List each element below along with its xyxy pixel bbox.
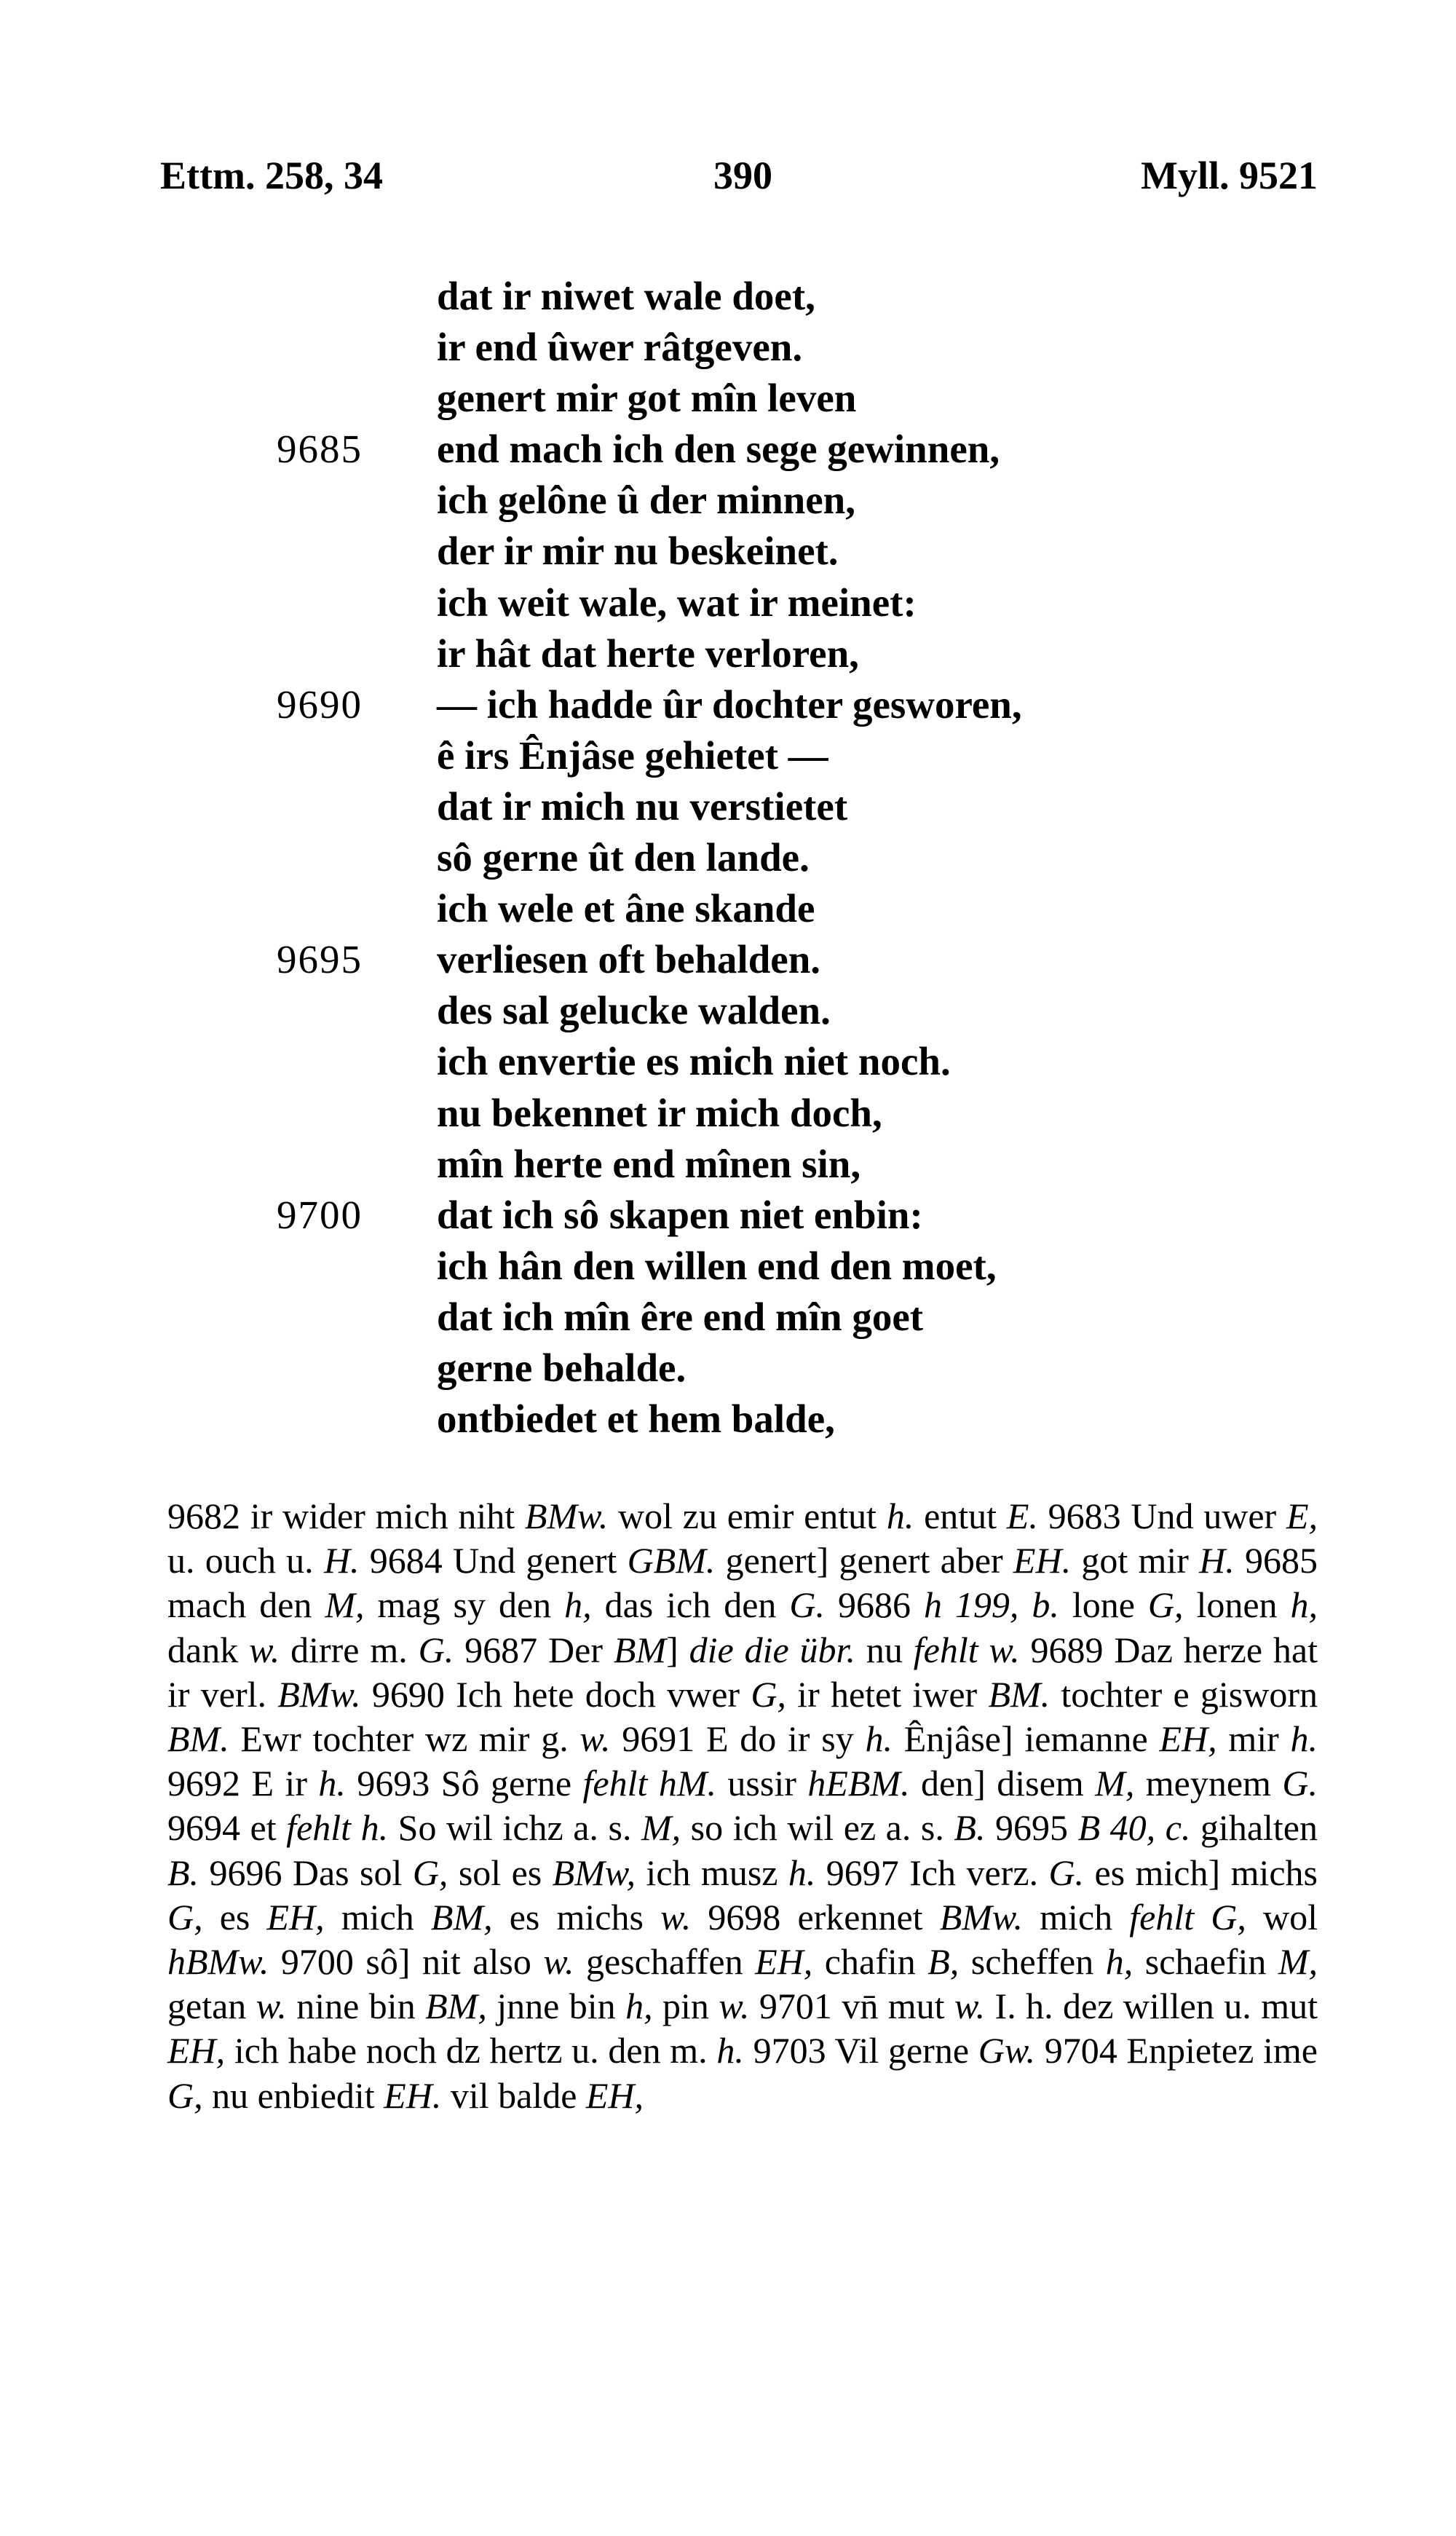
verse-line-text: ich weit wale, wat ir meinet:	[437, 580, 917, 625]
verse-line	[0, 426, 1456, 477]
verse-line-text: dat ich mîn êre end mîn goet	[437, 1294, 924, 1339]
verse-line-text: gerne behalde.	[437, 1345, 687, 1390]
verse-line-text: ir end ûwer râtgeven.	[437, 325, 803, 370]
verse-line-text: ir hât dat herte verloren,	[437, 631, 859, 676]
verse-line-text: ich wele et âne skande	[437, 886, 815, 931]
header-right-reference: Myll. 9521	[1141, 154, 1318, 197]
verse-line	[0, 1345, 1456, 1396]
verse-line	[0, 1192, 1456, 1243]
verse-line-text: verliesen oft behalden.	[437, 937, 821, 982]
verse-line	[0, 580, 1456, 631]
header-left-reference: Ettm. 258, 34	[160, 154, 383, 197]
verse-line	[0, 732, 1456, 783]
verse-line-text: mîn herte end mînen sin,	[437, 1141, 861, 1186]
verse-line-text: nu bekennet ir mich doch,	[437, 1090, 882, 1135]
verse-line	[0, 631, 1456, 682]
verse-line-text: ich hân den willen end den moet,	[437, 1243, 997, 1288]
verse-line-text: ich gelône û der minnen,	[437, 478, 856, 523]
verse-line-text: ontbiedet et hem balde,	[437, 1397, 835, 1442]
line-number: 9695	[277, 937, 363, 982]
verse-line	[0, 528, 1456, 579]
verse-line-text: der ir mir nu beskeinet.	[437, 529, 839, 574]
verse-line	[0, 987, 1456, 1038]
verse-line	[0, 1294, 1456, 1345]
verse-line	[0, 273, 1456, 324]
verse-line-text: dat ir niwet wale doet,	[437, 274, 815, 318]
running-header	[160, 153, 1318, 204]
verse-line-text: des sal gelucke walden.	[437, 988, 831, 1033]
verse-line-text: — ich hadde ûr dochter gesworen,	[437, 682, 1022, 727]
line-number: 9690	[277, 682, 363, 727]
verse-text	[0, 273, 1456, 1447]
line-number: 9700	[277, 1192, 363, 1237]
critical-apparatus	[167, 1494, 1318, 2118]
verse-line	[0, 885, 1456, 936]
verse-line-text: ich envertie es mich niet noch.	[437, 1039, 951, 1084]
verse-line	[0, 1396, 1456, 1447]
verse-line	[0, 1243, 1456, 1294]
verse-line	[0, 324, 1456, 375]
verse-line	[0, 1141, 1456, 1192]
verse-line-text: ê irs Ênjâse gehietet —	[437, 732, 828, 778]
verse-line-text: genert mir got mîn leven	[437, 376, 857, 421]
apparatus-paragraph: 9682 ir wider mich niht BMw. wol zu emir entut h. entut E. 9683 Und uwer E, u. ouch u. H. 9684 Und genert GBM. genert] genert aber EH. got mir H. 9685 mach den M, mag sy den h, das ich den G. 9686 h 199, b. lone G, lonen h, dank w. dirre m. G. 9687 Der BM] die die übr. nu fehlt w. 9689 Daz herze hat ir verl. BMw. 9690 Ich hete doch vwer G, ir hetet iwer BM. tochter e gisworn BM. Ewr tochter wz mir g. w. 9691 E do ir sy h. Ênjâse] iemanne EH, mir h. 9692 E ir h. 9693 Sô gerne fehlt hM. ussir hEBM. den] disem M, meynem G. 9694 et fehlt h. So wil ichz a. s. M, so ich wil ez a. s. B. 9695 B 40, c. gihalten B. 9696 Das sol G, sol es BMw, ich musz h. 9697 Ich verz. G. es mich] michs G, es EH, mich BM, es michs w. 9698 erkennet BMw. mich fehlt G, wol hBMw. 9700 sô] nit also w. geschaffen EH, chafin B, scheffen h, schaefin M, getan w. nine bin BM, jnne bin h, pin w. 9701 vn̄ mut w. I. h. dez willen u. mut EH, ich habe noch dz hertz u. den m. h. 9703 Vil gerne Gw. 9704 Enpietez ime G, nu enbiedit EH. vil balde EH,	[167, 1496, 1318, 2116]
line-number: 9685	[277, 427, 363, 472]
verse-line-text: sô gerne ût den lande.	[437, 835, 810, 880]
verse-line-text: end mach ich den sege gewinnen,	[437, 427, 1000, 472]
verse-line	[0, 477, 1456, 528]
verse-line	[0, 783, 1456, 834]
verse-line	[0, 834, 1456, 885]
verse-line-text: dat ir mich nu verstietet	[437, 783, 848, 829]
verse-line	[0, 375, 1456, 426]
verse-line-text: dat ich sô skapen niet enbin:	[437, 1192, 923, 1237]
verse-line	[0, 1090, 1456, 1141]
verse-line	[0, 1038, 1456, 1089]
verse-line	[0, 936, 1456, 987]
page-number: 390	[713, 154, 772, 197]
verse-line	[0, 682, 1456, 732]
